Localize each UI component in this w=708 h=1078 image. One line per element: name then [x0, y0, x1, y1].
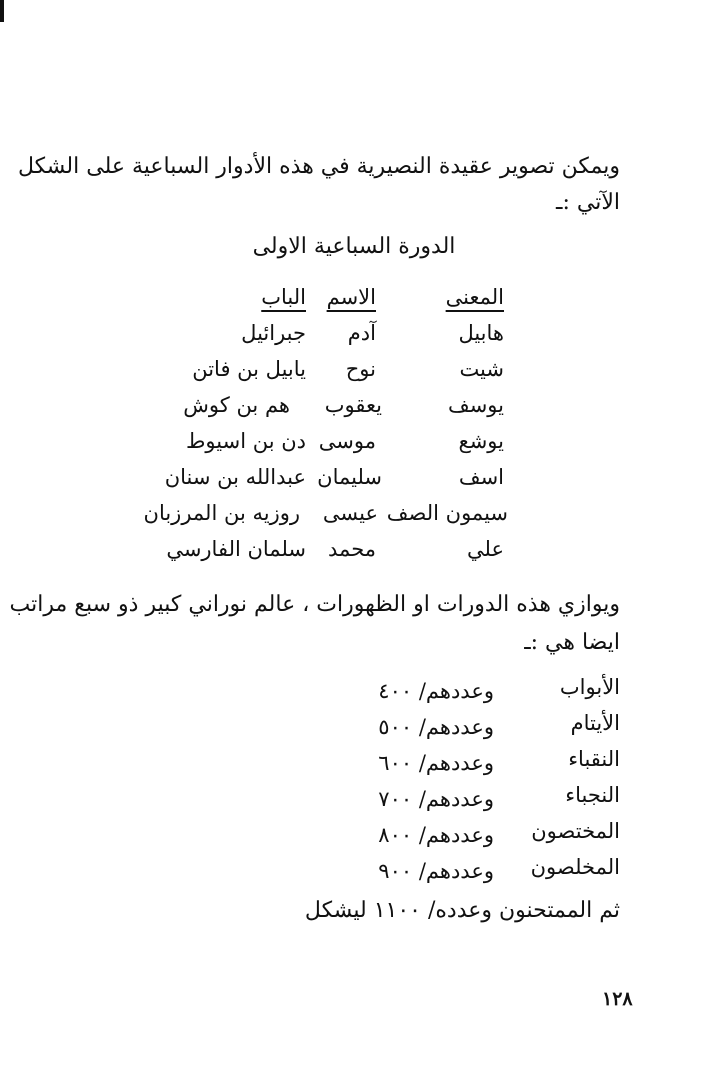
- row-1-meaning: هابيل: [458, 321, 504, 345]
- row-6-gate: روزيه بن المرزبان: [143, 501, 300, 525]
- rank-2-count: وعددهم/ ٥٠٠: [378, 715, 494, 739]
- rank-3-count: وعددهم/ ٦٠٠: [378, 751, 494, 775]
- row-2-name: نوح: [345, 357, 376, 381]
- intro-line-1: ويمكن تصوير عقيدة النصيرية في هذه الأدوار السباعية على الشكل: [17, 154, 620, 179]
- header-gate: الباب: [261, 285, 306, 309]
- page-number: ١٢٨: [602, 988, 633, 1010]
- page-edge-mark: [0, 0, 4, 22]
- rank-4-name: النجباء: [565, 783, 620, 807]
- row-6-name: عيسى: [322, 501, 378, 525]
- row-4-name: موسى: [318, 429, 376, 453]
- row-7-name: محمد: [328, 537, 376, 561]
- row-2-meaning: شيت: [459, 357, 504, 381]
- header-name: الاسم: [326, 285, 376, 309]
- row-2-gate: يابيل بن فاتن: [192, 357, 306, 381]
- row-4-gate: دن بن اسيوط: [186, 429, 306, 453]
- row-7-gate: سلمان الفارسي: [166, 537, 306, 561]
- row-3-name: يعقوب: [324, 393, 382, 417]
- rank-1-count: وعددهم/ ٤٠٠: [378, 679, 494, 703]
- header-meaning: المعنى: [445, 285, 504, 309]
- rank-1-name: الأبواب: [559, 675, 620, 699]
- final-line: ثم الممتحنون وعدده/ ١١٠٠ ليشكل: [304, 898, 620, 923]
- row-1-name: آدم: [347, 321, 376, 345]
- parallel-line-2: ايضا هي :ـ: [524, 630, 620, 655]
- cycle-title: الدورة السباعية الاولى: [252, 234, 456, 259]
- row-4-meaning: يوشع: [458, 429, 504, 453]
- row-3-meaning: يوسف: [447, 393, 504, 417]
- rank-6-count: وعددهم/ ٩٠٠: [378, 859, 494, 883]
- rank-5-name: المختصون: [531, 819, 620, 843]
- rank-2-name: الأيتام: [570, 711, 620, 735]
- row-5-name: سليمان: [317, 465, 382, 489]
- rank-3-name: النقباء: [568, 747, 620, 771]
- rank-4-count: وعددهم/ ٧٠٠: [378, 787, 494, 811]
- rank-6-name: المخلصون: [530, 855, 620, 879]
- rank-5-count: وعددهم/ ٨٠٠: [378, 823, 494, 847]
- parallel-line-1: ويوازي هذه الدورات او الظهورات ، عالم نوراني كبير ذو سبع مراتب: [9, 592, 620, 617]
- row-7-meaning: علي: [467, 537, 504, 561]
- row-5-meaning: اسف: [458, 465, 504, 489]
- row-6-meaning: سيمون الصف: [386, 501, 508, 525]
- intro-line-2: الآتي :ـ: [556, 190, 620, 215]
- row-1-gate: جبرائيل: [241, 321, 306, 345]
- row-3-gate: هم بن كوش: [183, 393, 290, 417]
- row-5-gate: عبدالله بن سنان: [164, 465, 306, 489]
